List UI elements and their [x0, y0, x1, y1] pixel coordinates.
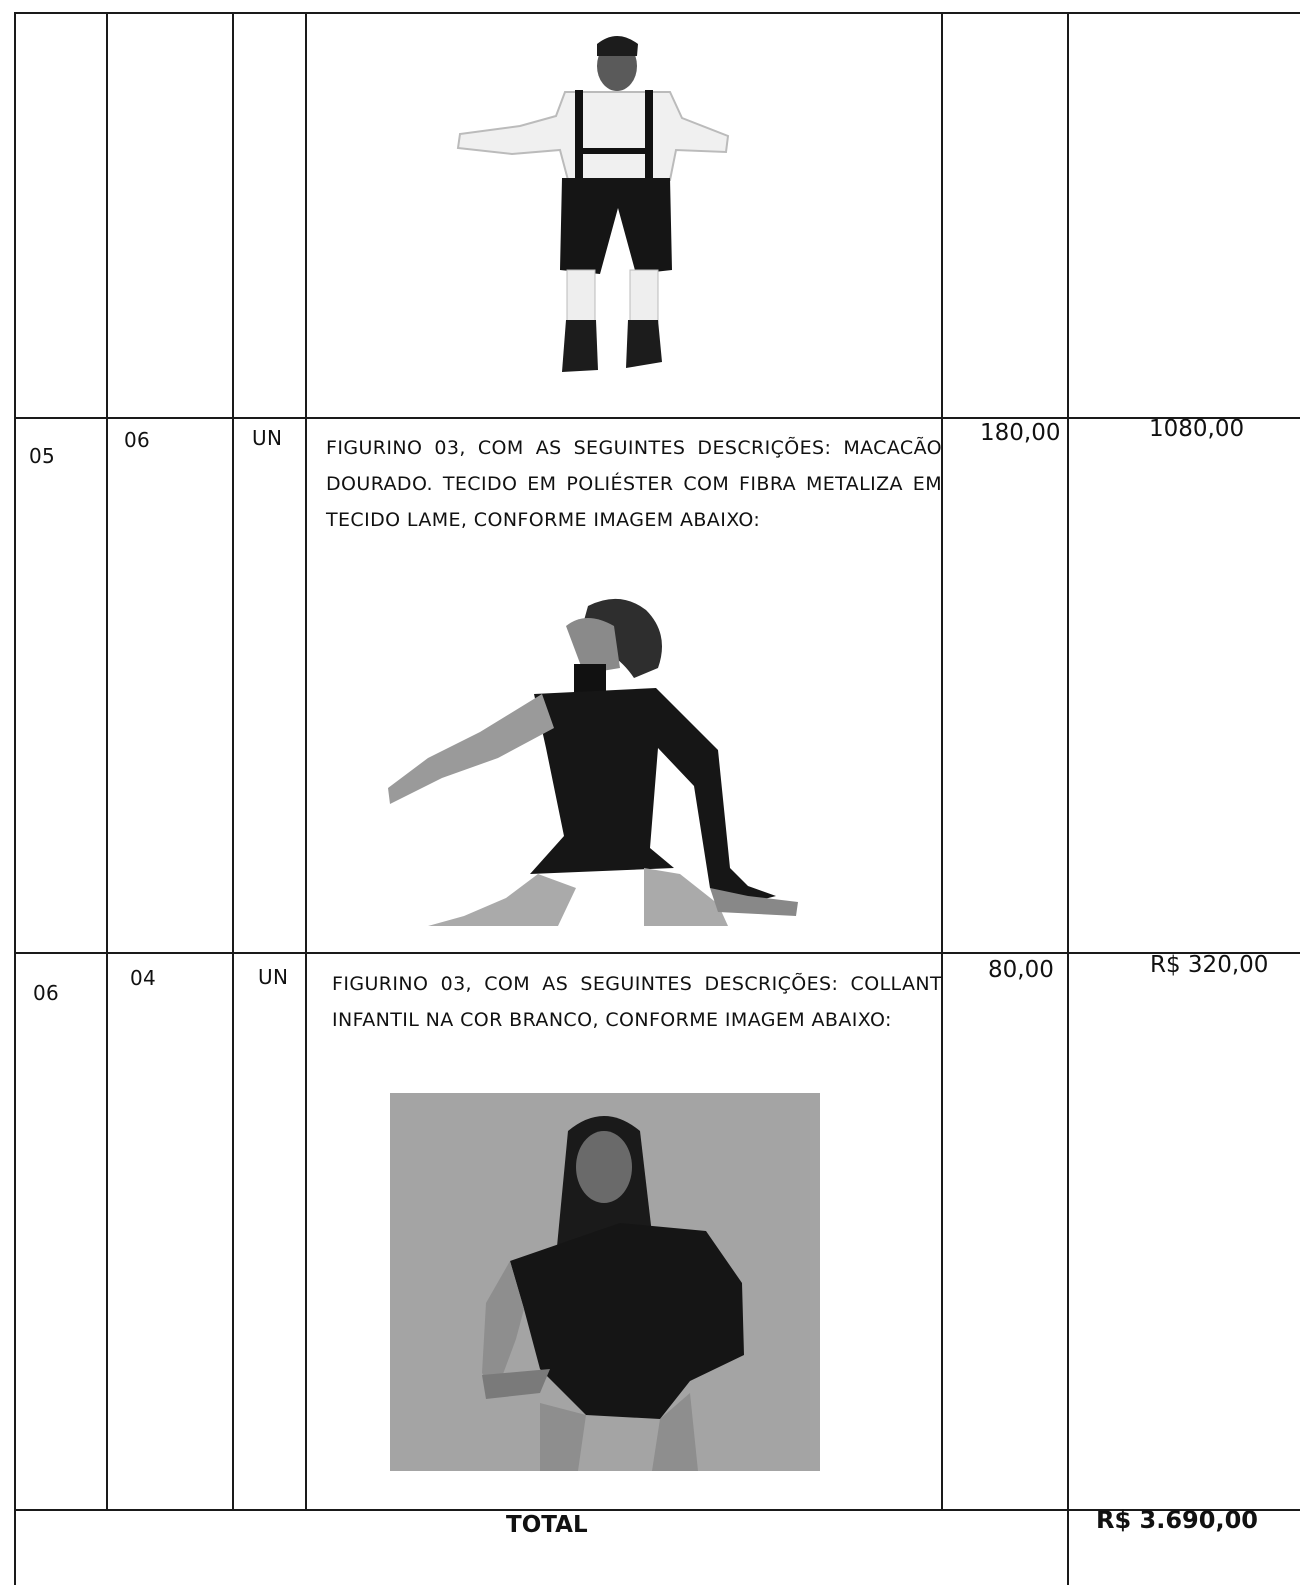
quantity: 06 — [124, 428, 151, 452]
row-divider — [14, 952, 1300, 954]
table-border-left — [14, 12, 16, 1585]
grand-total-value: R$ 3.690,00 — [1096, 1506, 1258, 1534]
row-divider — [14, 417, 1300, 419]
total-label: TOTAL — [506, 1512, 588, 1538]
item-description: FIGURINO 03, COM AS SEGUINTES DESCRIÇÕES: MACACÃO DOURADO. TECIDO EM POLIÉSTER COM FIBRA METALIZA EM TECIDO LAME, CONFORME IMAGEM ABAIXO: — [326, 437, 942, 531]
item-number: 06 — [33, 981, 60, 1005]
item-number: 05 — [29, 444, 56, 468]
unit: UN — [258, 965, 289, 989]
costume-gold-jumpsuit-image — [388, 598, 798, 926]
column-divider — [1067, 12, 1069, 1585]
costume-man-suspenders-image — [450, 30, 740, 380]
unit: UN — [252, 426, 283, 450]
quantity: 04 — [130, 966, 157, 990]
column-divider — [106, 12, 108, 1509]
column-divider — [305, 12, 307, 1509]
column-divider — [232, 12, 234, 1509]
unit-price: 180,00 — [980, 420, 1061, 446]
item-description: FIGURINO 03, COM AS SEGUINTES DESCRIÇÕES: COLLANT INFANTIL NA COR BRANCO, CONFORME IMAGEM ABAIXO: — [332, 973, 942, 1031]
unit-price: 80,00 — [988, 957, 1054, 983]
total-price: 1080,00 — [1149, 416, 1245, 442]
column-divider — [941, 12, 943, 1509]
costume-white-leotard-image — [390, 1093, 820, 1471]
total-price: R$ 320,00 — [1150, 952, 1269, 978]
table-border-top — [14, 12, 1300, 14]
